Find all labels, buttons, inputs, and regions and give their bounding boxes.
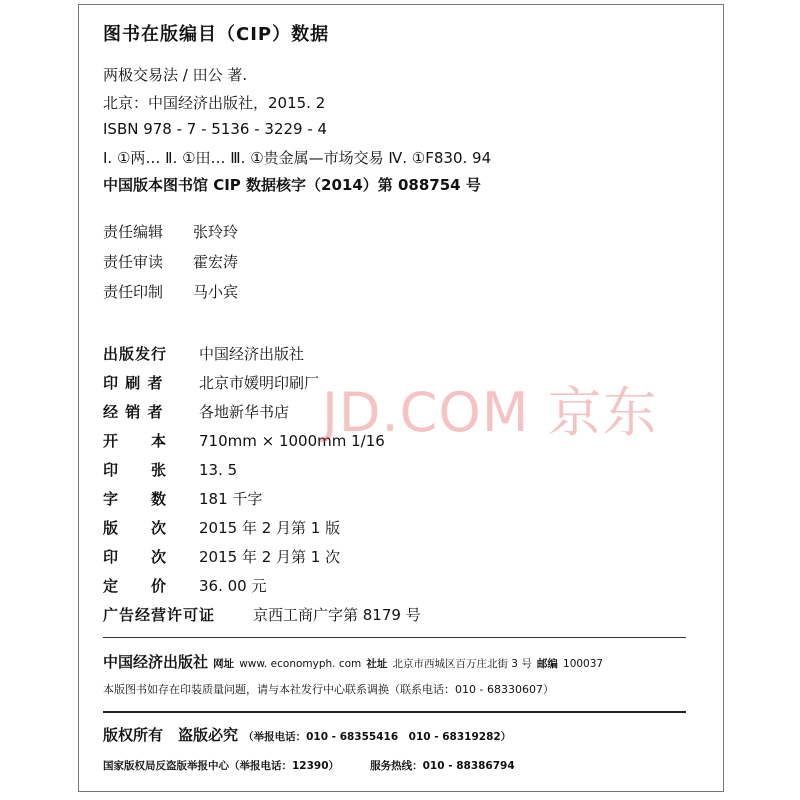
footer-anti-piracy-line — [103, 754, 515, 773]
publisher-row — [103, 343, 304, 364]
print-manager-value: 马小宾 — [193, 283, 239, 301]
footer-rights-line — [103, 724, 511, 745]
printer-row — [103, 372, 319, 393]
distributor-value: 各地新华书店 — [199, 403, 290, 421]
footer-publisher-name: 中国经济出版社 — [103, 653, 209, 671]
distributor-row — [103, 401, 289, 422]
cip-title: 图书在版编目（CIP）数据 — [103, 24, 330, 45]
price-row — [103, 575, 266, 596]
format-label: 开 本 — [103, 432, 168, 450]
printing-row — [103, 546, 340, 567]
footer-web-label: 网址 — [213, 658, 235, 670]
jd-watermark: JD.COM 京东 — [322, 381, 658, 444]
printer-value: 北京市媛明印刷厂 — [199, 374, 320, 392]
edition-value: 2015 年 2 月第 1 版 — [199, 519, 341, 537]
cip-line-title-author: 两极交易法 / 田公 著. — [103, 66, 248, 84]
footer-report-phone: （举报电话：010 - 68355416 010 - 68319282） — [243, 731, 512, 743]
footer-address-label: 社址 — [366, 658, 388, 670]
words-row — [103, 488, 262, 509]
printer-label: 印 刷 者 — [103, 374, 164, 392]
edition-label: 版 次 — [103, 519, 168, 537]
sheets-value: 13. 5 — [199, 461, 238, 479]
license-label: 广告经营许可证 — [103, 606, 216, 624]
publisher-value: 中国经济出版社 — [199, 345, 305, 363]
editor-label: 责任编辑 — [103, 223, 164, 241]
license-row — [103, 604, 421, 625]
divider-top — [103, 637, 686, 638]
editor-row — [103, 221, 238, 242]
words-value: 181 千字 — [199, 490, 263, 508]
editor-value: 张玲玲 — [193, 223, 239, 241]
format-value: 710mm × 1000mm 1/16 — [199, 432, 385, 450]
printing-value: 2015 年 2 月第 1 次 — [199, 548, 341, 566]
footer-publisher-line — [103, 651, 603, 672]
footer-address: 北京市西城区百万庄北街 3 号 — [392, 658, 532, 670]
sheets-label: 印 张 — [103, 461, 168, 479]
footer-postcode-label: 邮编 — [536, 658, 558, 670]
publisher-label: 出版发行 — [103, 345, 168, 363]
license-value: 京西工商广字第 8179 号 — [253, 606, 421, 624]
distributor-label: 经 销 者 — [103, 403, 164, 421]
reviewer-value: 霍宏涛 — [193, 253, 239, 271]
printing-label: 印 次 — [103, 548, 168, 566]
footer-rights: 版权所有 盗版必究 — [103, 726, 239, 744]
cip-verification: 中国版本图书馆 CIP 数据核字（2014）第 088754 号 — [103, 176, 481, 194]
footer-anti-piracy: 国家版权局反盗版举报中心（举报电话：12390） — [103, 760, 340, 772]
footer-quality-notice: 本版图书如存在印装质量问题，请与本社发行中心联系调换（联系电话：010 - 68330607） — [103, 683, 554, 696]
divider-bottom — [103, 711, 686, 713]
reviewer-row — [103, 251, 238, 272]
sheets-row — [103, 459, 237, 480]
cip-line-publisher: 北京：中国经济出版社，2015. 2 — [103, 94, 326, 112]
print-manager-label: 责任印制 — [103, 283, 164, 301]
footer-hotline: 服务热线：010 - 88386794 — [370, 760, 515, 772]
words-label: 字 数 — [103, 490, 168, 508]
print-manager-row — [103, 281, 238, 302]
footer-postcode: 100037 — [563, 658, 604, 670]
cip-line-classification: Ⅰ. ①两… Ⅱ. ①田… Ⅲ. ①贵金属—市场交易 Ⅳ. ①F830. 94 — [103, 149, 492, 167]
edition-row — [103, 517, 340, 538]
price-label: 定 价 — [103, 577, 168, 595]
footer-website: www. economyph. com — [239, 658, 362, 670]
price-value: 36. 00 元 — [199, 577, 267, 595]
cip-line-isbn: ISBN 978 - 7 - 5136 - 3229 - 4 — [103, 120, 328, 138]
reviewer-label: 责任审读 — [103, 253, 164, 271]
